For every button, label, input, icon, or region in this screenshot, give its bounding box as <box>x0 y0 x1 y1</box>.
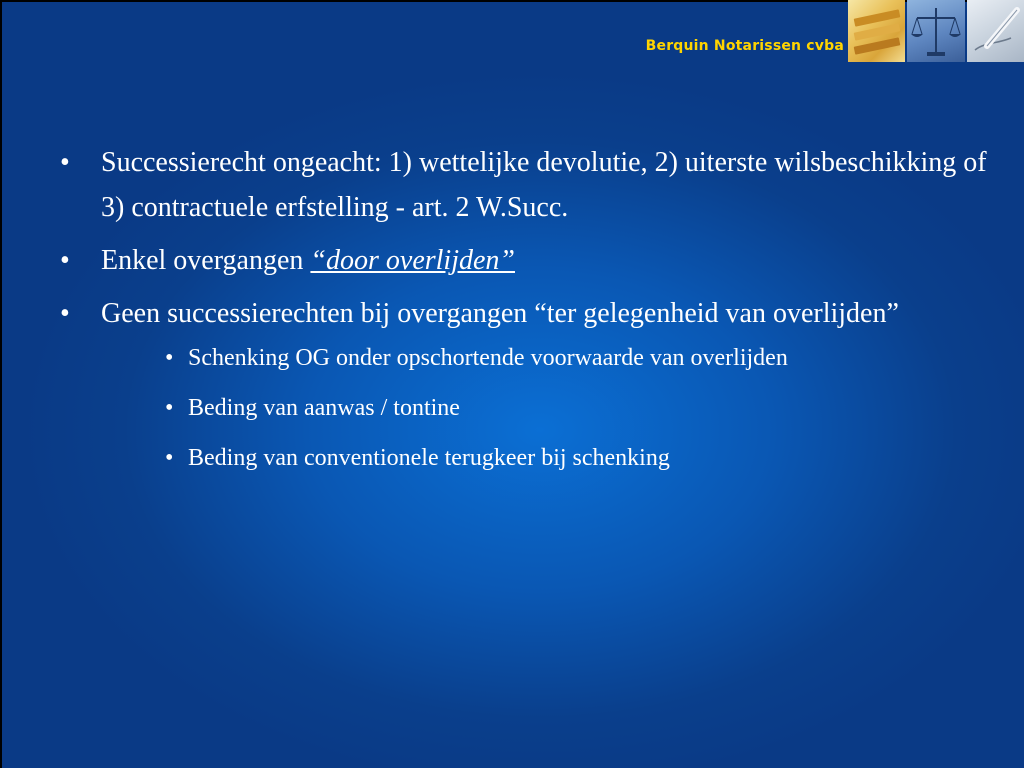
bullet-icon: • <box>60 147 70 178</box>
sub-bullet-text: Beding van aanwas / tontine <box>188 395 460 421</box>
header-images <box>846 0 1024 62</box>
sub-bullet-item <box>165 388 1000 428</box>
bullet-item <box>60 291 1000 478</box>
books-image <box>848 0 905 62</box>
bullet-icon: • <box>60 245 70 276</box>
sub-bullet-icon: • <box>165 445 174 471</box>
brand-name: Berquin Notarissen cvba <box>645 38 844 54</box>
bullet-emphasis: “door overlijden” <box>310 245 515 276</box>
bullet-item <box>60 238 1000 283</box>
bullet-text: Geen successierechten bij overgangen “ter gelegenheid van overlijden” <box>101 298 899 329</box>
sub-bullet-list <box>165 338 1000 478</box>
bullet-text: Successierecht ongeacht: 1) wettelijke devolutie, 2) uiterste wilsbeschikking of 3) contractuele erfstelling - art. 2 W.Succ. <box>101 147 987 223</box>
scales-of-justice-image <box>907 0 964 62</box>
sub-bullet-text: Schenking OG onder opschortende voorwaarde van overlijden <box>188 345 788 371</box>
bullet-icon: • <box>60 298 70 329</box>
frame-left-line <box>0 0 2 768</box>
sub-bullet-item <box>165 338 1000 378</box>
sub-bullet-icon: • <box>165 395 174 421</box>
bullet-list <box>60 140 1000 478</box>
sub-bullet-icon: • <box>165 345 174 371</box>
sub-bullet-item <box>165 438 1000 478</box>
slide-body <box>60 140 1000 488</box>
bullet-text: Enkel overgangen <box>101 245 311 276</box>
bullet-item <box>60 140 1000 230</box>
sub-bullet-text: Beding van conventionele terugkeer bij schenking <box>188 445 670 471</box>
pen-writing-image <box>967 0 1024 62</box>
